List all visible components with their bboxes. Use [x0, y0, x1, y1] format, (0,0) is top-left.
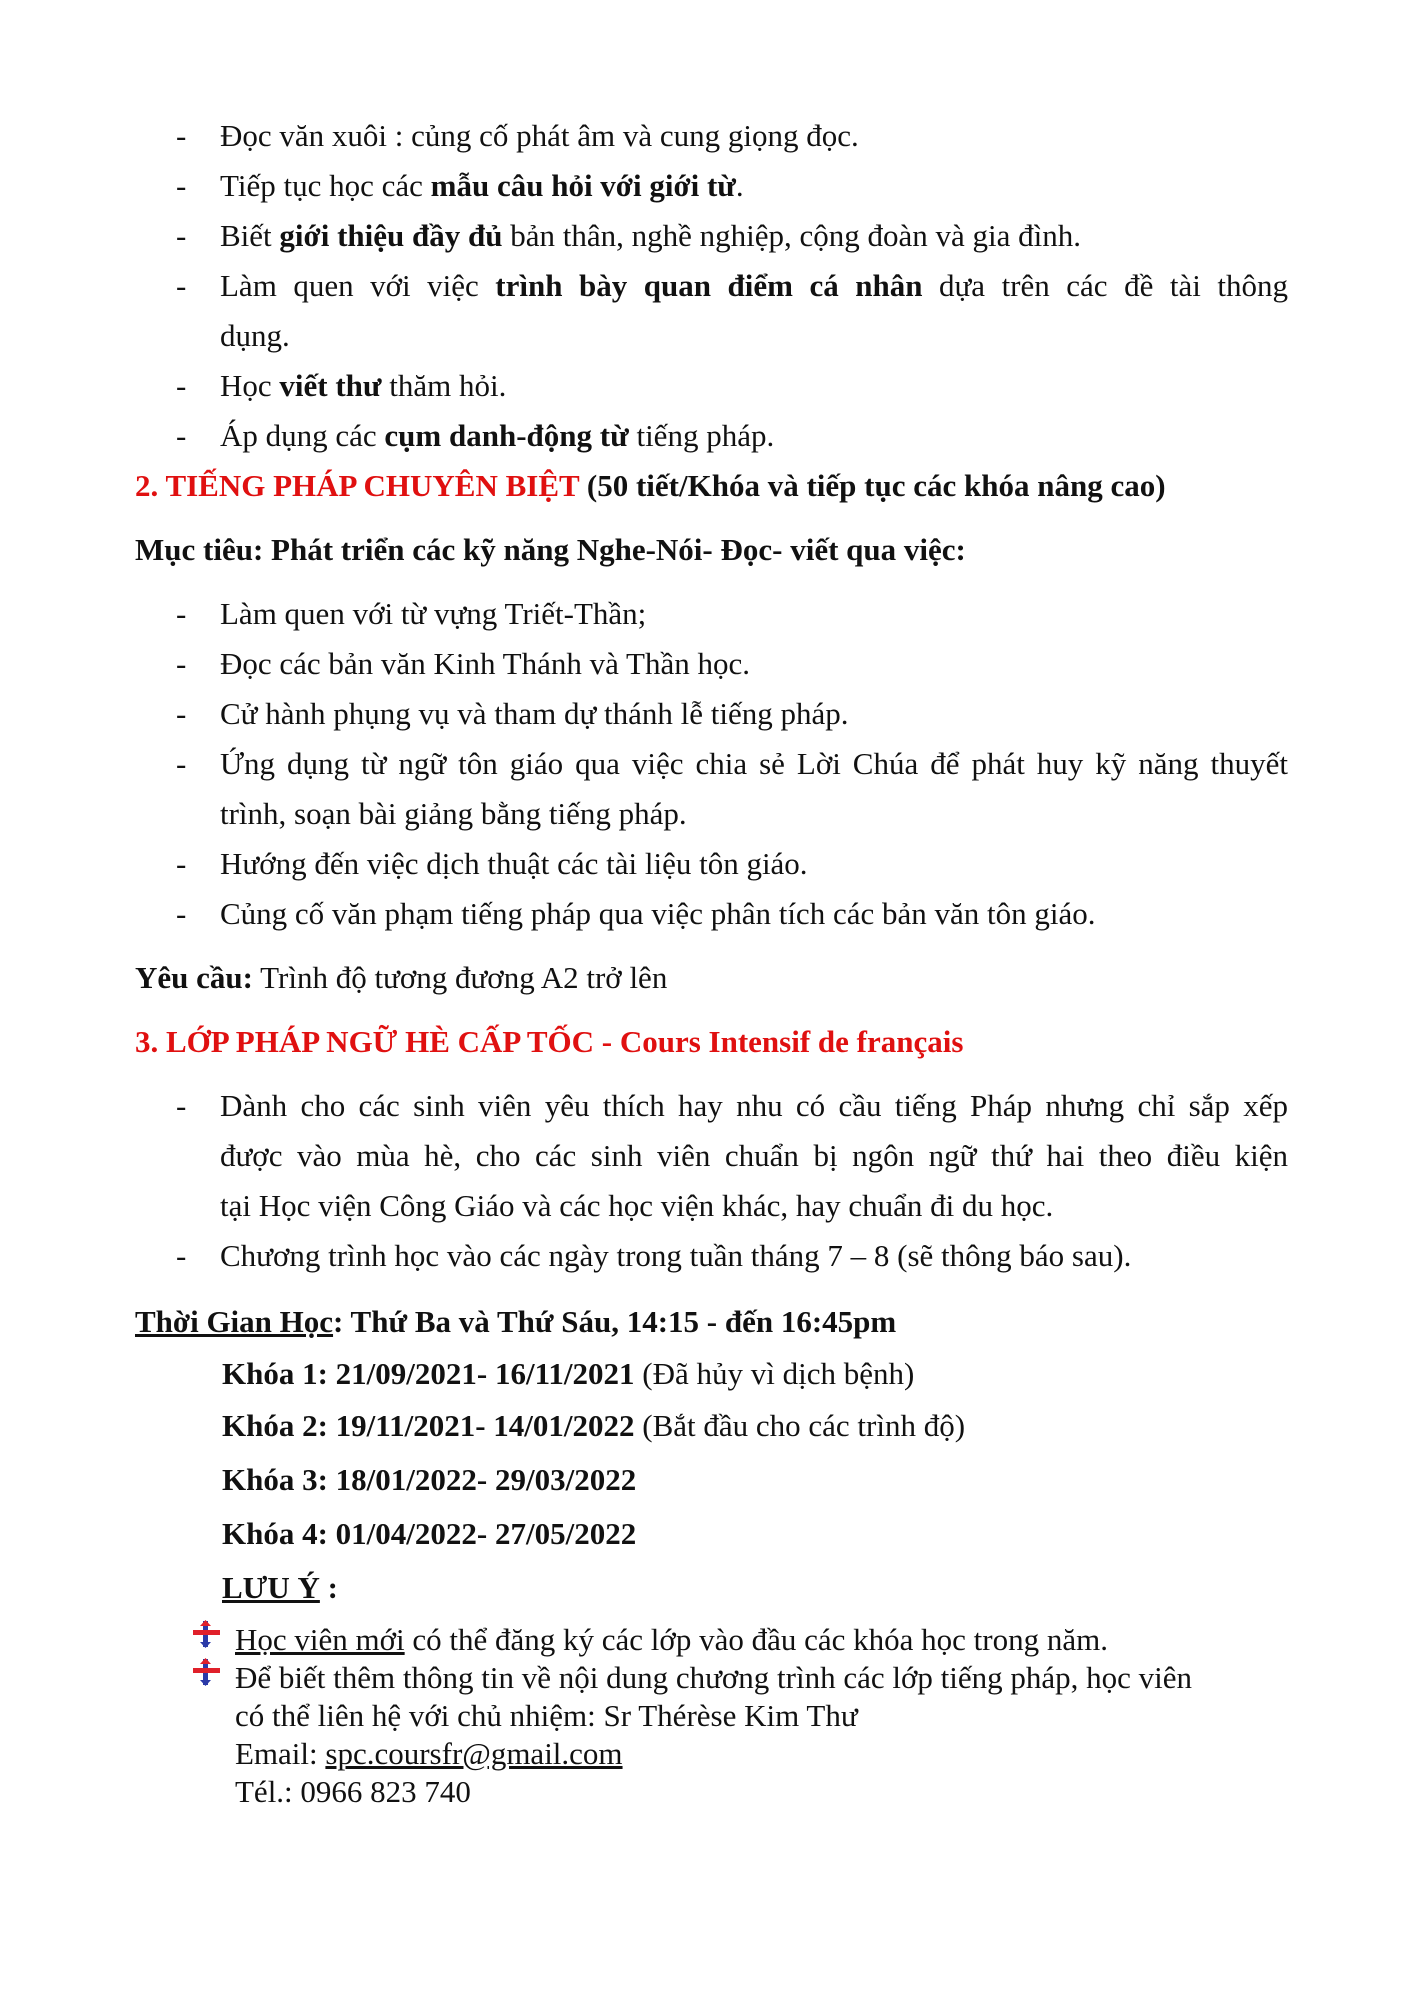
phone-line: Tél.: 0966 823 740 [235, 1774, 471, 1809]
email-line: Email: spc.coursfr@gmail.com [235, 1736, 623, 1771]
bullet-dash: - [176, 1088, 187, 1123]
note-item-1: Học viên mới có thể đăng ký các lớp vào đầu các khóa học trong năm. [235, 1622, 1108, 1657]
section-3-bullet-2: Chương trình học vào các ngày trong tuần tháng 7 – 8 (sẽ thông báo sau). [220, 1238, 1132, 1273]
course-3: Khóa 3: 18/01/2022- 29/03/2022 [222, 1462, 637, 1497]
note-item-2-line-1: Để biết thêm thông tin về nội dung chương trình các lớp tiếng pháp, học viên [235, 1660, 1192, 1695]
section-2-bullet-4-continued: trình, soạn bài giảng bằng tiếng pháp. [220, 796, 687, 831]
bullet-dash: - [176, 1238, 187, 1273]
bullet-dash: - [176, 168, 187, 203]
arrow-bullet-icon [192, 1658, 222, 1686]
bullet-dash: - [176, 218, 187, 253]
note-item-2-line-2: có thể liên hệ với chủ nhiệm: Sr Thérèse Kim Thư [235, 1698, 858, 1733]
note-label: LƯU Ý : [222, 1570, 338, 1605]
email-link[interactable]: spc.coursfr@gmail.com [325, 1736, 623, 1771]
schedule-heading: Thời Gian Học: Thứ Ba và Thứ Sáu, 14:15 - đến 16:45pm [135, 1304, 897, 1339]
section-3-bullet-1-line-3: tại Học viện Công Giáo và các học viện khác, hay chuẩn đi du học. [220, 1188, 1054, 1223]
section-3-heading: 3. LỚP PHÁP NGỮ HÈ CẤP TỐC - Cours Intensif de français [135, 1024, 964, 1059]
bullet-dash: - [176, 846, 187, 881]
bullet-dash: - [176, 368, 187, 403]
course-2: Khóa 2: 19/11/2021- 14/01/2022 (Bắt đầu cho các trình độ) [222, 1408, 966, 1443]
bullet-dash: - [176, 596, 187, 631]
arrow-bullet-icon [192, 1620, 222, 1648]
section-2-bullet-2: Đọc các bản văn Kinh Thánh và Thần học. [220, 646, 750, 681]
bullet-dash: - [176, 418, 187, 453]
section-3-bullet-1-line-1: Dành cho các sinh viên yêu thích hay nhu có cầu tiếng Pháp nhưng chỉ sắp xếp [220, 1088, 1288, 1123]
section-2-bullet-5: Hướng đến việc dịch thuật các tài liệu tôn giáo. [220, 846, 808, 881]
intro-bullet-2: Tiếp tục học các mẫu câu hỏi với giới từ. [220, 168, 744, 203]
bullet-dash: - [176, 118, 187, 153]
bullet-dash: - [176, 646, 187, 681]
section-2-bullet-4: Ứng dụng từ ngữ tôn giáo qua việc chia sẻ Lời Chúa để phát huy kỹ năng thuyết [220, 746, 1288, 781]
section-2-requirement: Yêu cầu: Trình độ tương đương A2 trở lên [135, 960, 668, 995]
section-3-bullet-1-line-2: được vào mùa hè, cho các sinh viên chuẩn bị ngôn ngữ thứ hai theo điều kiện [220, 1138, 1288, 1173]
bullet-dash: - [176, 746, 187, 781]
intro-bullet-4-continued: dụng. [220, 318, 290, 353]
intro-bullet-4: Làm quen với việc trình bày quan điểm cá nhân dựa trên các đề tài thông [220, 268, 1288, 303]
course-1: Khóa 1: 21/09/2021- 16/11/2021 (Đã hủy vì dịch bệnh) [222, 1356, 915, 1391]
section-2-objective: Mục tiêu: Phát triển các kỹ năng Nghe-Nói- Đọc- viết qua việc: [135, 532, 966, 567]
intro-bullet-3: Biết giới thiệu đầy đủ bản thân, nghề nghiệp, cộng đoàn và gia đình. [220, 218, 1081, 253]
section-2-heading: 2. TIẾNG PHÁP CHUYÊN BIỆT (50 tiết/Khóa và tiếp tục các khóa nâng cao) [135, 468, 1166, 503]
course-4: Khóa 4: 01/04/2022- 27/05/2022 [222, 1516, 637, 1551]
bullet-dash: - [176, 268, 187, 303]
new-student-link[interactable]: Học viên mới [235, 1622, 405, 1657]
bullet-dash: - [176, 696, 187, 731]
intro-bullet-5: Học viết thư thăm hỏi. [220, 368, 507, 403]
intro-bullet-1: Đọc văn xuôi : củng cố phát âm và cung giọng đọc. [220, 118, 859, 153]
section-2-bullet-6: Củng cố văn phạm tiếng pháp qua việc phân tích các bản văn tôn giáo. [220, 896, 1096, 931]
intro-bullet-6: Áp dụng các cụm danh-động từ tiếng pháp. [220, 418, 775, 453]
section-2-bullet-3: Cử hành phụng vụ và tham dự thánh lễ tiếng pháp. [220, 696, 849, 731]
bullet-dash: - [176, 896, 187, 931]
section-2-bullet-1: Làm quen với từ vựng Triết-Thần; [220, 596, 647, 631]
